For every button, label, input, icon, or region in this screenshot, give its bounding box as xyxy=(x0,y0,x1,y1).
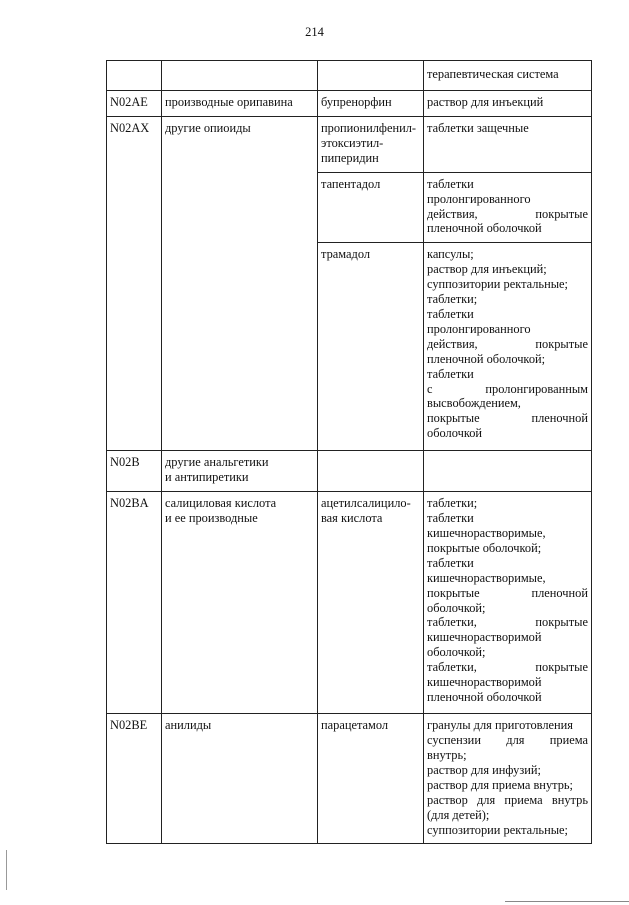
dosage-form-line: действия, покрытые xyxy=(427,206,588,221)
dosage-form-line: капсулы; xyxy=(427,247,474,262)
dosage-form-line: суппозитории ректальные; xyxy=(427,277,568,292)
atc-code-cell: N02B xyxy=(107,451,162,492)
pharm-group-cell: производные орипавина xyxy=(162,91,318,117)
drug-name-cell xyxy=(318,61,424,91)
dosage-form-line: с пролонгированным xyxy=(427,381,588,396)
atc-code-cell: N02AE xyxy=(107,91,162,117)
dosage-forms-cell xyxy=(424,172,592,243)
table-row xyxy=(107,451,592,492)
dosage-form-line: таблетки, покрытые xyxy=(427,615,588,630)
dosage-form-line: таблетки, покрытые xyxy=(427,660,588,675)
dosage-form-line: раствор для инфузий; xyxy=(427,762,541,777)
table-row xyxy=(107,61,592,91)
dosage-form-line: внутрь; xyxy=(427,747,467,762)
dosage-form-line: терапевтическая система xyxy=(427,67,559,81)
table-row xyxy=(107,117,592,173)
drug-name-cell: бупренорфин xyxy=(318,91,424,117)
dosage-form-line: раствор для инъекций; xyxy=(427,262,547,277)
drug-name-cell: пропионилфенил- этоксиэтил- пиперидин xyxy=(318,117,424,173)
dosage-form-line: таблетки; xyxy=(427,496,478,511)
drug-name-cell: трамадол xyxy=(318,243,424,451)
dosage-forms xyxy=(427,496,588,705)
dosage-form-line: высвобождением, xyxy=(427,396,521,411)
dosage-form-line: таблетки xyxy=(427,555,474,570)
dosage-form-line: суспензии для приема xyxy=(427,733,588,748)
dosage-forms xyxy=(427,718,588,837)
pharm-group-cell: салициловая кислота и ее производные xyxy=(162,492,318,714)
pharm-group-cell: анилиды xyxy=(162,714,318,844)
dosage-forms xyxy=(427,121,588,136)
dosage-form-line: покрытые оболочкой; xyxy=(427,540,542,555)
dosage-form-line: кишечнорастворимой xyxy=(427,675,542,690)
table-row xyxy=(107,91,592,117)
dosage-form-line: гранулы для приготовления xyxy=(427,718,573,733)
pharm-group-cell xyxy=(162,61,318,91)
dosage-form-line: оболочкой; xyxy=(427,600,486,615)
dosage-forms-cell xyxy=(424,714,592,844)
pharm-group-cell: другие анальгетики и антипиретики xyxy=(162,451,318,492)
dosage-form-line: покрытые пленочной xyxy=(427,411,588,426)
dosage-form-line: таблетки защечные xyxy=(427,121,529,135)
dosage-form-line: пролонгированного xyxy=(427,191,531,206)
dosage-forms xyxy=(427,95,588,110)
drug-name-cell xyxy=(318,451,424,492)
table-row xyxy=(107,714,592,844)
atc-code-cell: N02BE xyxy=(107,714,162,844)
drug-name-cell: ацетилсалицило- вая кислота xyxy=(318,492,424,714)
dosage-form-line: (для детей); xyxy=(427,807,490,822)
table-row xyxy=(107,492,592,714)
scan-artifact-vertical xyxy=(6,850,7,890)
dosage-form-line: раствор для приема внутрь xyxy=(427,792,588,807)
dosage-forms-cell xyxy=(424,243,592,451)
dosage-forms xyxy=(427,177,588,237)
dosage-forms-cell xyxy=(424,492,592,714)
dosage-form-line: пролонгированного xyxy=(427,321,531,336)
dosage-form-line: таблетки xyxy=(427,306,474,321)
dosage-form-line: кишечнорастворимые, xyxy=(427,525,546,540)
atc-code-cell xyxy=(107,61,162,91)
dosage-forms xyxy=(427,247,588,441)
dosage-form-line: раствор для инъекций xyxy=(427,95,544,109)
dosage-form-line: суппозитории ректальные; xyxy=(427,822,568,837)
dosage-forms xyxy=(427,67,588,82)
dosage-form-line: раствор для приема внутрь; xyxy=(427,777,573,792)
drug-table xyxy=(106,60,592,844)
drug-name-cell: тапентадол xyxy=(318,172,424,243)
dosage-form-line: покрытые пленочной xyxy=(427,585,588,600)
dosage-forms-cell xyxy=(424,61,592,91)
atc-code-cell: N02BA xyxy=(107,492,162,714)
scan-artifact-horizontal xyxy=(505,901,629,902)
dosage-form-line: таблетки; xyxy=(427,292,478,307)
dosage-form-line: пленочной оболочкой xyxy=(427,689,542,704)
dosage-form-line: оболочкой; xyxy=(427,645,486,660)
pharm-group-cell: другие опиоиды xyxy=(162,117,318,451)
dosage-form-line: таблетки xyxy=(427,176,474,191)
dosage-form-line: пленочной оболочкой; xyxy=(427,351,546,366)
page-number: 214 xyxy=(305,25,324,39)
dosage-form-line: кишечнорастворимой xyxy=(427,630,542,645)
dosage-form-line: действия, покрытые xyxy=(427,336,588,351)
dosage-forms-cell xyxy=(424,117,592,173)
dosage-form-line: кишечнорастворимые, xyxy=(427,570,546,585)
dosage-form-line: пленочной оболочкой xyxy=(427,221,542,236)
dosage-form-line: таблетки xyxy=(427,366,474,381)
atc-code-cell: N02AX xyxy=(107,117,162,451)
drug-name-cell: парацетамол xyxy=(318,714,424,844)
dosage-forms-cell xyxy=(424,91,592,117)
dosage-form-line: таблетки xyxy=(427,511,474,526)
dosage-form-line: оболочкой xyxy=(427,426,483,441)
dosage-forms-cell xyxy=(424,451,592,492)
